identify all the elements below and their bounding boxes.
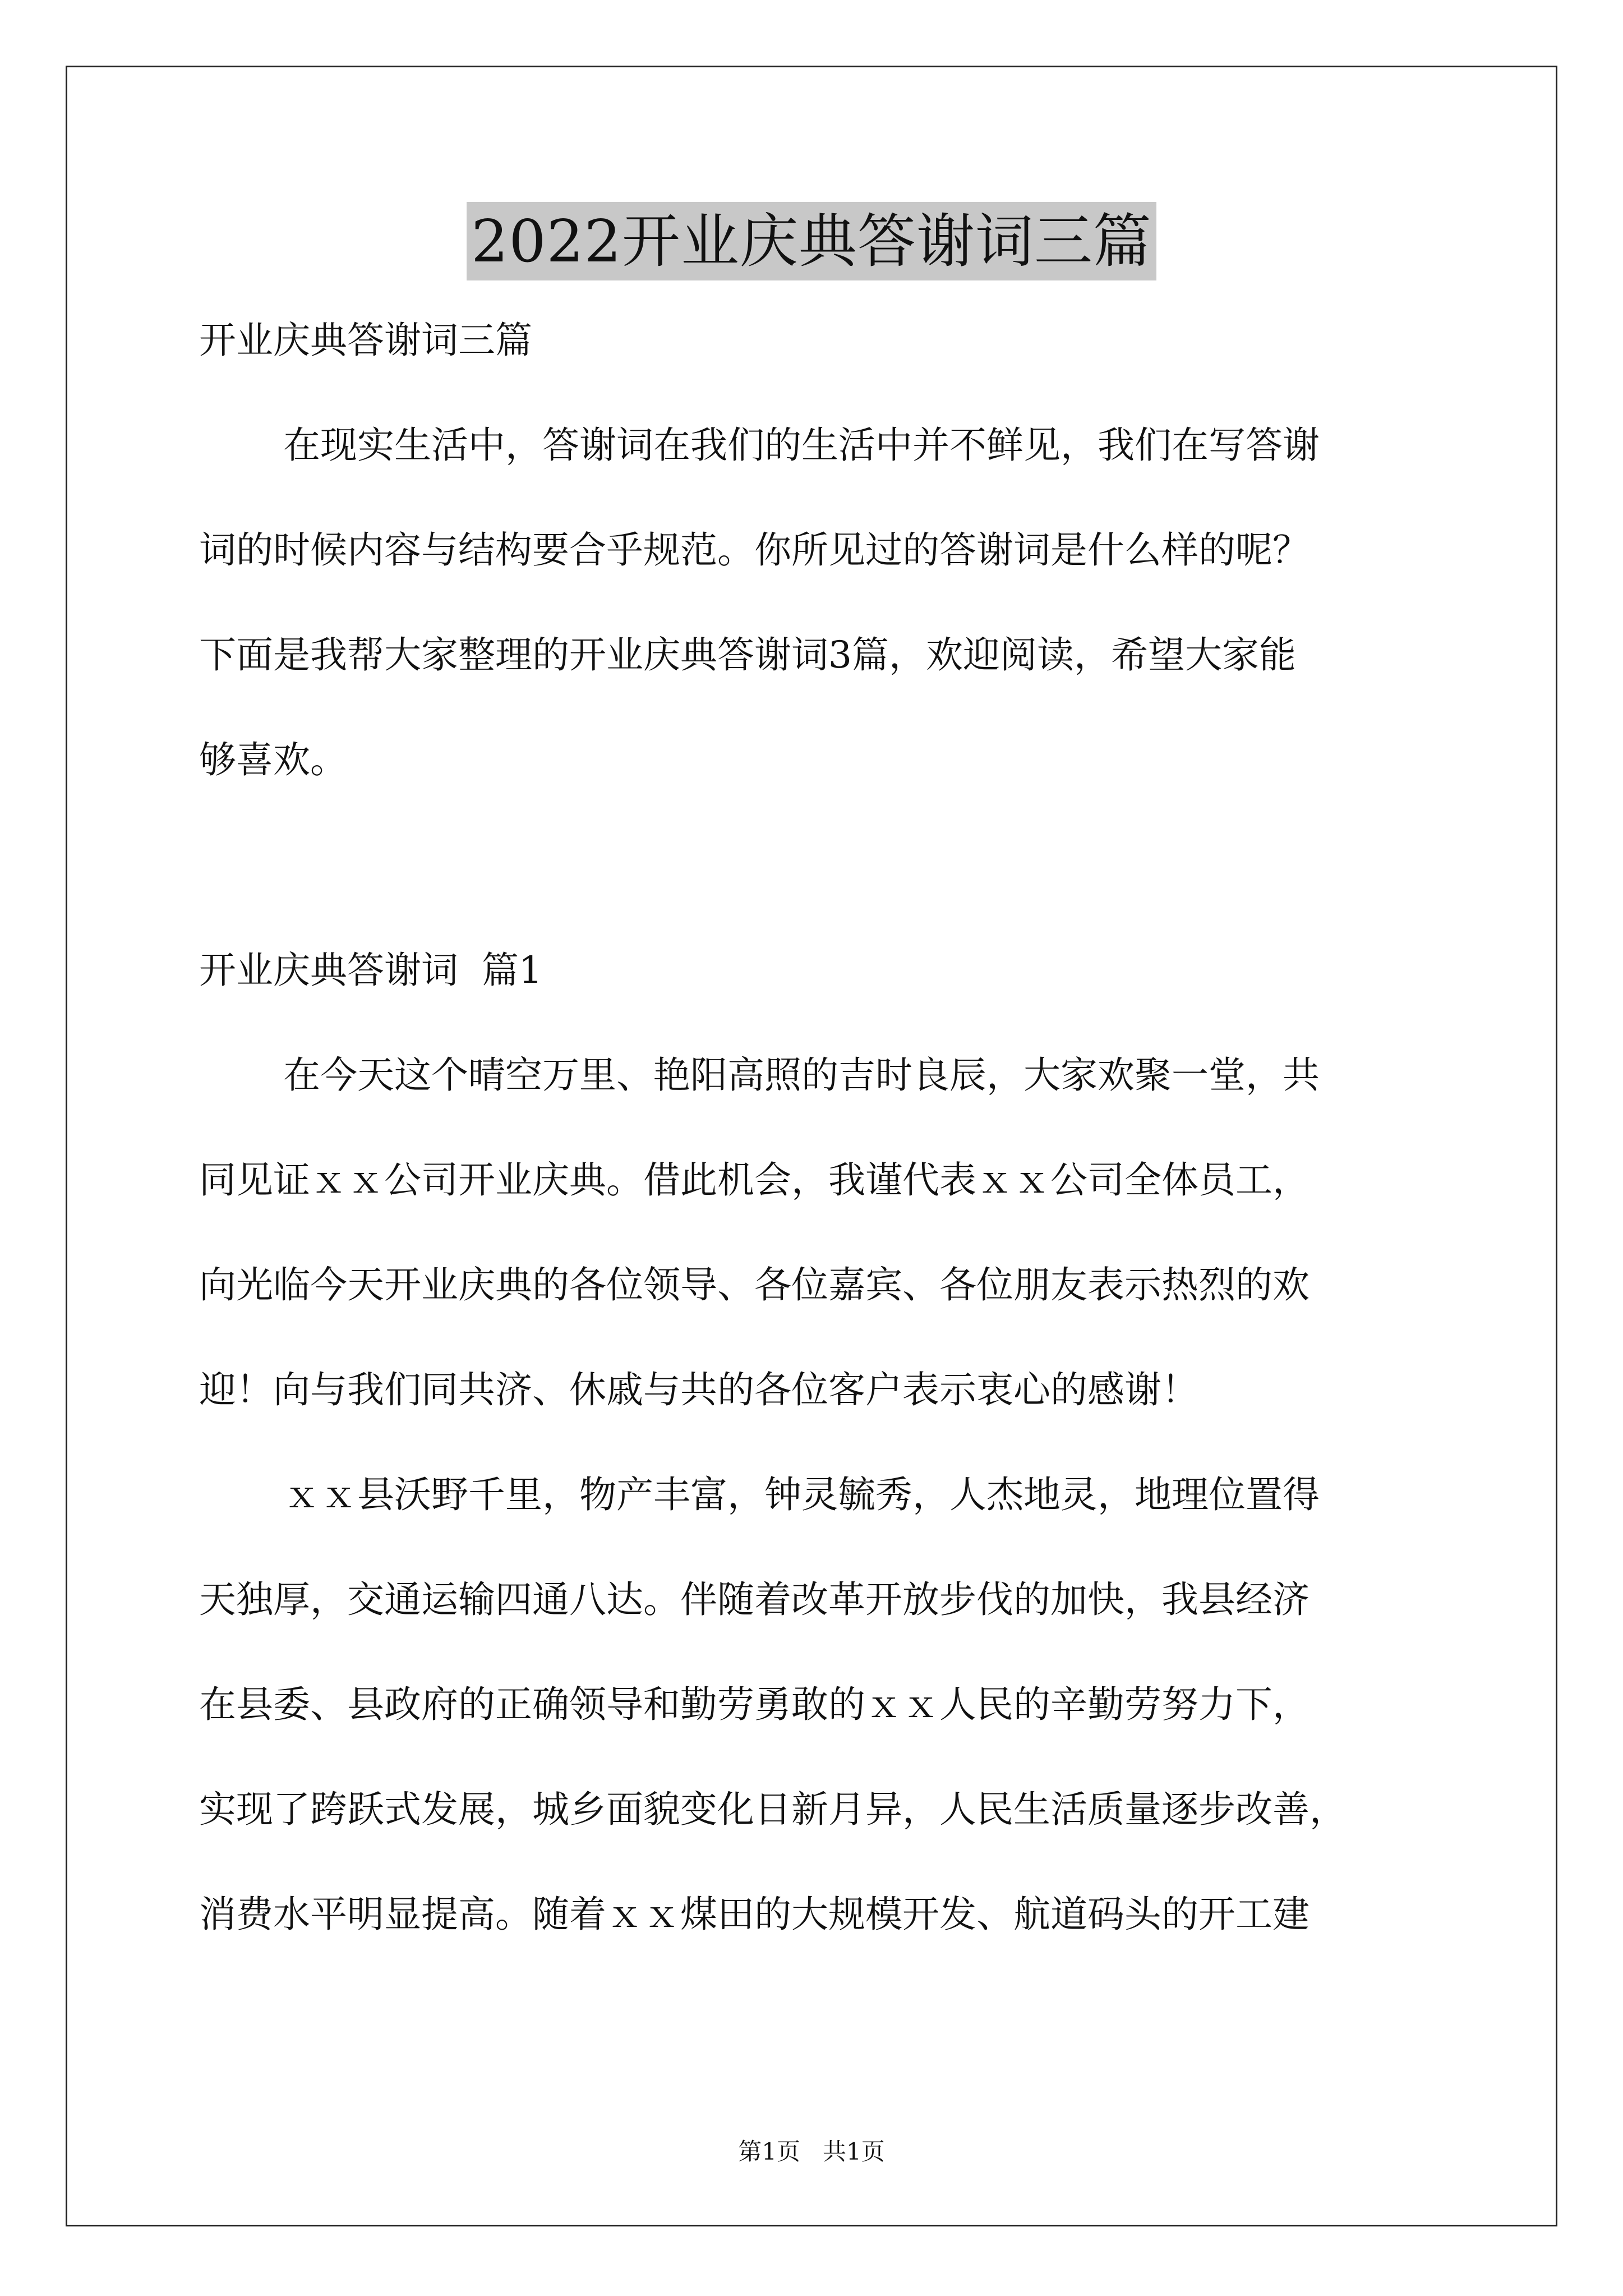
line-spacer: [199, 1836, 1444, 1888]
line-spacer: [199, 1626, 1444, 1678]
text-line: 迎！向与我们同共济、休戚与共的各位客户表示衷心的感谢！: [199, 1368, 1198, 1411]
line-spacer: [199, 1312, 1444, 1364]
line-spacer: [199, 577, 1444, 629]
paragraph-spacer: [199, 1416, 1444, 1469]
line-spacer: [199, 472, 1444, 524]
text-line: 向光临今天开业庆典的各位领导、各位嘉宾、各位朋友表示热烈的欢: [199, 1263, 1310, 1306]
body-paragraph-2: [199, 1469, 1444, 1941]
body-paragraph-1: [199, 1049, 1444, 1416]
page-number: 第1页 共1页: [738, 2138, 885, 2165]
text-line: 在县委、县政府的正确领导和勤劳勇敢的ｘｘ人民的辛勤劳努力下，: [199, 1683, 1310, 1726]
paragraph-spacer: [199, 367, 1444, 419]
document-title: 2022开业庆典答谢词三篇: [467, 202, 1156, 280]
section-spacer: [199, 786, 1444, 944]
text-line: ｘｘ县沃野千里，物产丰富，钟灵毓秀，人杰地灵，地理位置得: [283, 1473, 1320, 1516]
page-footer: [0, 2136, 1623, 2168]
text-line: 下面是我帮大家整理的开业庆典答谢词3篇，欢迎阅读，希望大家能: [199, 633, 1296, 677]
text-line: 同见证ｘｘ公司开业庆典。借此机会，我谨代表ｘｘ公司全体员工，: [199, 1158, 1310, 1202]
text-line: 在今天这个晴空万里、艳阳高照的吉时良辰，大家欢聚一堂，共: [283, 1053, 1320, 1097]
text-line: 词的时候内容与结构要合乎规范。你所见过的答谢词是什么样的呢？: [199, 528, 1310, 572]
text-line: 够喜欢。: [199, 738, 347, 781]
line-spacer: [199, 682, 1444, 734]
line-spacer: [199, 1102, 1444, 1154]
intro-paragraph: [199, 419, 1444, 786]
paragraph-spacer: [199, 997, 1444, 1049]
document-body: [199, 314, 1444, 1941]
line-spacer: [199, 1521, 1444, 1573]
text-line: 天独厚，交通运输四通八达。伴随着改革开放步伐的加快，我县经济: [199, 1578, 1310, 1621]
text-line: 消费水平明显提高。随着ｘｘ煤田的大规模开发、航道码头的开工建: [199, 1893, 1310, 1936]
title-container: [0, 202, 1623, 280]
section-heading: 开业庆典答谢词 篇1: [199, 949, 542, 992]
text-line: 实现了跨跃式发展，城乡面貌变化日新月异，人民生活质量逐步改善，: [199, 1788, 1347, 1831]
line-spacer: [199, 1207, 1444, 1259]
document-subtitle: 开业庆典答谢词三篇: [199, 319, 532, 362]
text-line: 在现实生活中，答谢词在我们的生活中并不鲜见，我们在写答谢: [283, 424, 1320, 467]
line-spacer: [199, 1731, 1444, 1783]
